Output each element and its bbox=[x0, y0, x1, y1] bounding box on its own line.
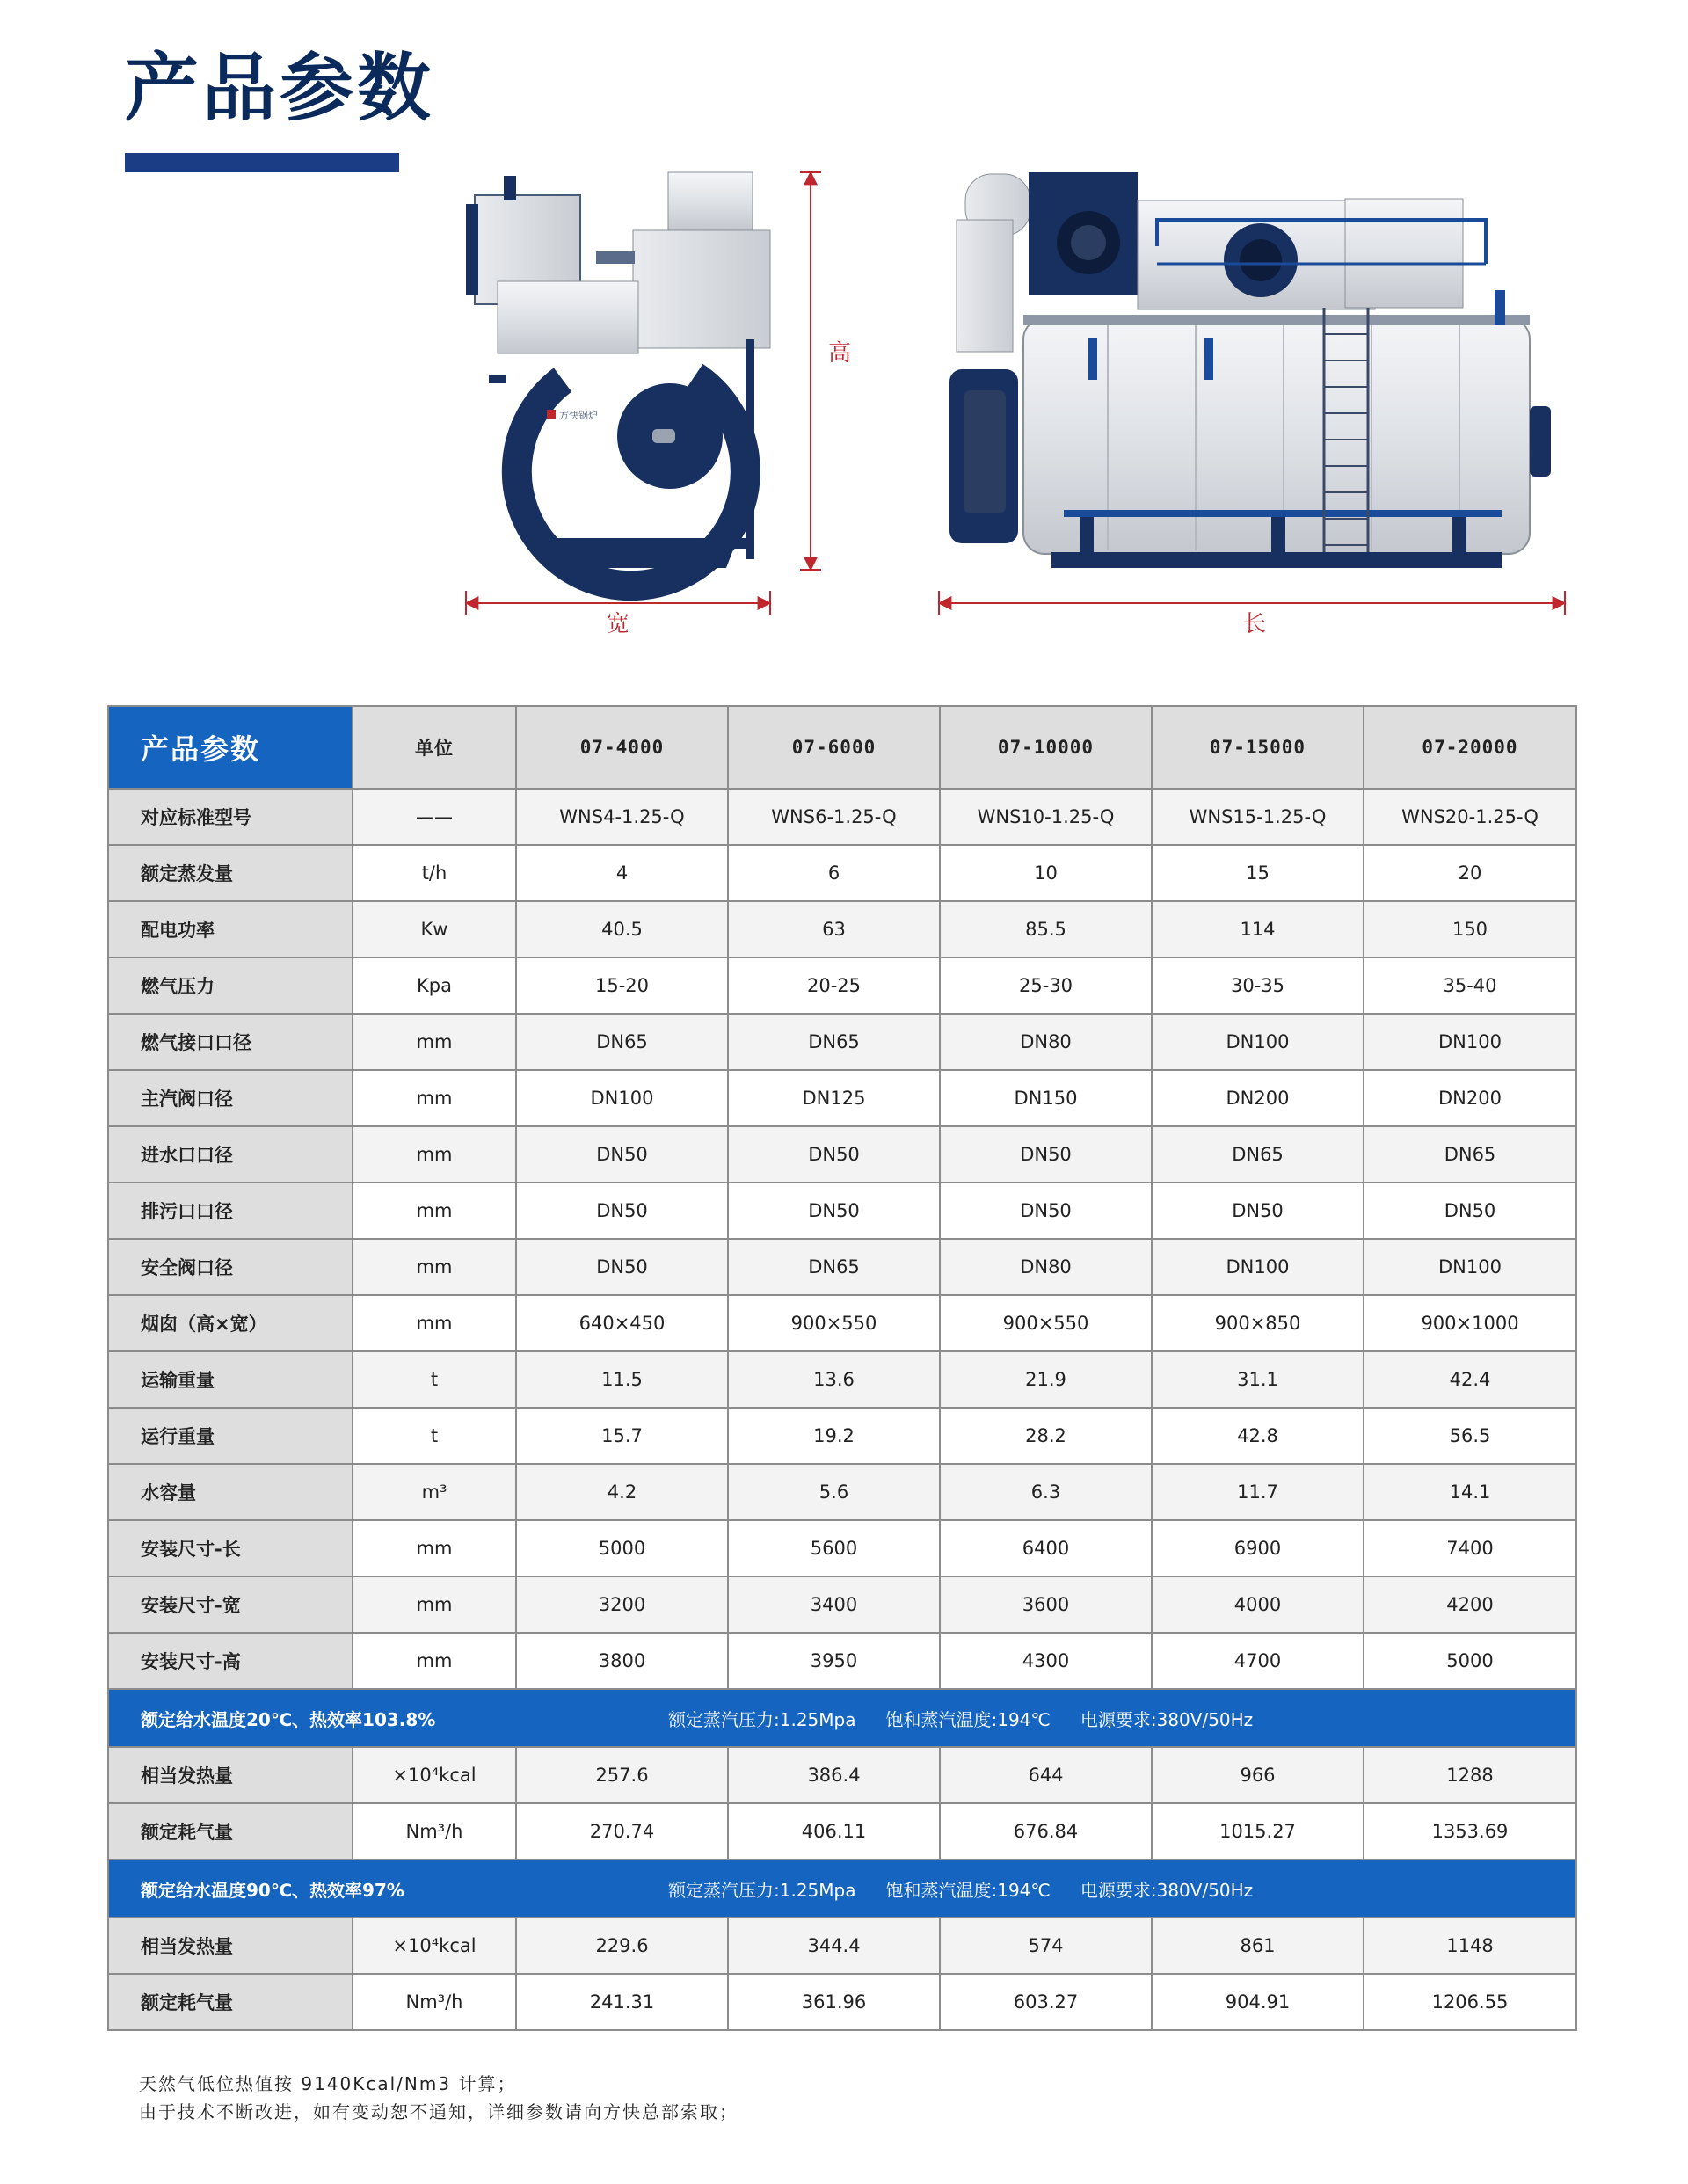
value-cell: DN65 bbox=[516, 1014, 728, 1070]
value-cell: 19.2 bbox=[728, 1408, 940, 1464]
row-label: 对应标准型号 bbox=[108, 789, 353, 845]
row-label: 额定耗气量 bbox=[108, 1974, 353, 2030]
table-row bbox=[108, 845, 1576, 901]
footnote: 由于技术不断改进，如有变动恕不通知，详细参数请向方快总部索取； bbox=[139, 2101, 738, 2122]
column-header: 07-20000 bbox=[1364, 706, 1576, 789]
value-cell: 35-40 bbox=[1364, 957, 1576, 1014]
value-cell: WNS6-1.25-Q bbox=[728, 789, 940, 845]
value-cell: 13.6 bbox=[728, 1351, 940, 1408]
value-cell: 406.11 bbox=[728, 1803, 940, 1860]
value-cell: 966 bbox=[1152, 1747, 1364, 1803]
unit-cell: mm bbox=[353, 1295, 516, 1351]
unit-cell: mm bbox=[353, 1576, 516, 1633]
value-cell: 85.5 bbox=[940, 901, 1152, 957]
value-cell: 31.1 bbox=[1152, 1351, 1364, 1408]
unit-cell: t/h bbox=[353, 845, 516, 901]
value-cell: 676.84 bbox=[940, 1803, 1152, 1860]
row-label: 排污口口径 bbox=[108, 1183, 353, 1239]
unit-cell: mm bbox=[353, 1014, 516, 1070]
value-cell: 4300 bbox=[940, 1633, 1152, 1689]
value-cell: 5000 bbox=[516, 1520, 728, 1576]
value-cell: 4.2 bbox=[516, 1464, 728, 1520]
value-cell: 30-35 bbox=[1152, 957, 1364, 1014]
unit-cell: Nm³/h bbox=[353, 1974, 516, 2030]
column-header: 07-15000 bbox=[1152, 706, 1364, 789]
value-cell: 14.1 bbox=[1364, 1464, 1576, 1520]
value-cell: 1206.55 bbox=[1364, 1974, 1576, 2030]
section-banner-cell bbox=[108, 1689, 1576, 1747]
value-cell: DN200 bbox=[1152, 1070, 1364, 1126]
table-row bbox=[108, 1747, 1576, 1803]
boiler-front-view bbox=[466, 172, 770, 586]
value-cell: WNS10-1.25-Q bbox=[940, 789, 1152, 845]
section-saturation: 饱和蒸汽温度:194℃ bbox=[885, 1879, 1051, 1901]
value-cell: DN100 bbox=[1364, 1239, 1576, 1295]
value-cell: 644 bbox=[940, 1747, 1152, 1803]
table-row bbox=[108, 1576, 1576, 1633]
length-label: 长 bbox=[1243, 611, 1267, 637]
section-saturation: 饱和蒸汽温度:194℃ bbox=[885, 1708, 1051, 1730]
value-cell: 15 bbox=[1152, 845, 1364, 901]
table-row bbox=[108, 1918, 1576, 1974]
table-body bbox=[108, 789, 1576, 2030]
value-cell: DN50 bbox=[516, 1183, 728, 1239]
unit-cell: Nm³/h bbox=[353, 1803, 516, 1860]
value-cell: 904.91 bbox=[1152, 1974, 1364, 2030]
value-cell: 386.4 bbox=[728, 1747, 940, 1803]
value-cell: DN80 bbox=[940, 1239, 1152, 1295]
value-cell: 20 bbox=[1364, 845, 1576, 901]
value-cell: DN100 bbox=[1364, 1014, 1576, 1070]
value-cell: 574 bbox=[940, 1918, 1152, 1974]
value-cell: 3800 bbox=[516, 1633, 728, 1689]
value-cell: 6900 bbox=[1152, 1520, 1364, 1576]
unit-cell: ×10⁴kcal bbox=[353, 1918, 516, 1974]
boiler-side-view bbox=[950, 172, 1551, 568]
unit-cell: t bbox=[353, 1351, 516, 1408]
value-cell: 6.3 bbox=[940, 1464, 1152, 1520]
length-dimension bbox=[939, 591, 1565, 637]
section-pressure: 额定蒸汽压力:1.25Mpa bbox=[668, 1879, 856, 1901]
value-cell: 42.8 bbox=[1152, 1408, 1364, 1464]
row-label: 进水口口径 bbox=[108, 1126, 353, 1183]
value-cell: DN200 bbox=[1364, 1070, 1576, 1126]
value-cell: 6 bbox=[728, 845, 940, 901]
table-row bbox=[108, 1126, 1576, 1183]
value-cell: 42.4 bbox=[1364, 1351, 1576, 1408]
height-dimension bbox=[800, 172, 851, 570]
row-label: 相当发热量 bbox=[108, 1918, 353, 1974]
unit-cell: —— bbox=[353, 789, 516, 845]
value-cell: 900×850 bbox=[1152, 1295, 1364, 1351]
unit-cell: Kw bbox=[353, 901, 516, 957]
svg-text:方快锅炉: 方快锅炉 bbox=[559, 410, 598, 421]
table-row bbox=[108, 789, 1576, 845]
spec-table bbox=[107, 705, 1577, 2031]
value-cell: 900×1000 bbox=[1364, 1295, 1576, 1351]
table-row bbox=[108, 1803, 1576, 1860]
value-cell: 40.5 bbox=[516, 901, 728, 957]
value-cell: 63 bbox=[728, 901, 940, 957]
section-banner bbox=[108, 1689, 1576, 1747]
value-cell: 4200 bbox=[1364, 1576, 1576, 1633]
value-cell: DN65 bbox=[1152, 1126, 1364, 1183]
unit-cell: mm bbox=[353, 1520, 516, 1576]
value-cell: DN50 bbox=[940, 1126, 1152, 1183]
unit-cell: ×10⁴kcal bbox=[353, 1747, 516, 1803]
unit-cell: mm bbox=[353, 1239, 516, 1295]
unit-cell: t bbox=[353, 1408, 516, 1464]
value-cell: 4000 bbox=[1152, 1576, 1364, 1633]
value-cell: 361.96 bbox=[728, 1974, 940, 2030]
table-corner-label: 产品参数 bbox=[108, 706, 353, 789]
unit-cell: mm bbox=[353, 1633, 516, 1689]
row-label: 主汽阀口径 bbox=[108, 1070, 353, 1126]
row-label: 安全阀口径 bbox=[108, 1239, 353, 1295]
table-row bbox=[108, 1633, 1576, 1689]
value-cell: 1148 bbox=[1364, 1918, 1576, 1974]
value-cell: 21.9 bbox=[940, 1351, 1152, 1408]
value-cell: 5000 bbox=[1364, 1633, 1576, 1689]
value-cell: 28.2 bbox=[940, 1408, 1152, 1464]
column-header: 07-6000 bbox=[728, 706, 940, 789]
value-cell: DN50 bbox=[940, 1183, 1152, 1239]
brand-mark bbox=[547, 409, 598, 421]
row-label: 烟囱（高×宽） bbox=[108, 1295, 353, 1351]
value-cell: DN80 bbox=[940, 1014, 1152, 1070]
row-label: 水容量 bbox=[108, 1464, 353, 1520]
value-cell: 900×550 bbox=[728, 1295, 940, 1351]
value-cell: 3400 bbox=[728, 1576, 940, 1633]
value-cell: 241.31 bbox=[516, 1974, 728, 2030]
value-cell: DN100 bbox=[1152, 1239, 1364, 1295]
width-label: 宽 bbox=[607, 611, 630, 637]
table-row bbox=[108, 901, 1576, 957]
value-cell: DN50 bbox=[516, 1126, 728, 1183]
value-cell: DN65 bbox=[728, 1239, 940, 1295]
section-power: 电源要求:380V/50Hz bbox=[1080, 1708, 1254, 1730]
value-cell: 4 bbox=[516, 845, 728, 901]
table-row bbox=[108, 1974, 1576, 2030]
value-cell: DN50 bbox=[1152, 1183, 1364, 1239]
value-cell: 861 bbox=[1152, 1918, 1364, 1974]
value-cell: 6400 bbox=[940, 1520, 1152, 1576]
row-label: 安装尺寸-高 bbox=[108, 1633, 353, 1689]
value-cell: 1288 bbox=[1364, 1747, 1576, 1803]
value-cell: 257.6 bbox=[516, 1747, 728, 1803]
row-label: 运行重量 bbox=[108, 1408, 353, 1464]
value-cell: WNS15-1.25-Q bbox=[1152, 789, 1364, 845]
value-cell: 4700 bbox=[1152, 1633, 1364, 1689]
height-label: 高 bbox=[828, 340, 852, 367]
footnotes bbox=[139, 2070, 738, 2126]
value-cell: DN50 bbox=[1364, 1183, 1576, 1239]
section-condition: 额定给水温度20℃、热效率103.8% bbox=[141, 1708, 436, 1730]
value-cell: 5.6 bbox=[728, 1464, 940, 1520]
unit-cell: m³ bbox=[353, 1464, 516, 1520]
page-title: 产品参数 bbox=[125, 45, 435, 131]
value-cell: DN50 bbox=[516, 1239, 728, 1295]
table-row bbox=[108, 1408, 1576, 1464]
boiler-drawings bbox=[0, 0, 1688, 668]
row-label: 配电功率 bbox=[108, 901, 353, 957]
value-cell: 56.5 bbox=[1364, 1408, 1576, 1464]
value-cell: 3950 bbox=[728, 1633, 940, 1689]
value-cell: 900×550 bbox=[940, 1295, 1152, 1351]
value-cell: 270.74 bbox=[516, 1803, 728, 1860]
unit-cell: mm bbox=[353, 1126, 516, 1183]
value-cell: 5600 bbox=[728, 1520, 940, 1576]
table-row bbox=[108, 1070, 1576, 1126]
table-row bbox=[108, 1351, 1576, 1408]
value-cell: 3200 bbox=[516, 1576, 728, 1633]
value-cell: 20-25 bbox=[728, 957, 940, 1014]
value-cell: 15.7 bbox=[516, 1408, 728, 1464]
section-condition: 额定给水温度90℃、热效率97% bbox=[141, 1879, 404, 1901]
column-header: 单位 bbox=[353, 706, 516, 789]
row-label: 相当发热量 bbox=[108, 1747, 353, 1803]
value-cell: 3600 bbox=[940, 1576, 1152, 1633]
value-cell: DN65 bbox=[1364, 1126, 1576, 1183]
value-cell: DN100 bbox=[1152, 1014, 1364, 1070]
column-header: 07-10000 bbox=[940, 706, 1152, 789]
value-cell: DN100 bbox=[516, 1070, 728, 1126]
table-row bbox=[108, 1520, 1576, 1576]
value-cell: 150 bbox=[1364, 901, 1576, 957]
value-cell: 11.7 bbox=[1152, 1464, 1364, 1520]
value-cell: DN150 bbox=[940, 1070, 1152, 1126]
value-cell: 1353.69 bbox=[1364, 1803, 1576, 1860]
row-label: 运输重量 bbox=[108, 1351, 353, 1408]
unit-cell: Kpa bbox=[353, 957, 516, 1014]
row-label: 额定蒸发量 bbox=[108, 845, 353, 901]
table-row bbox=[108, 1183, 1576, 1239]
row-label: 燃气接口口径 bbox=[108, 1014, 353, 1070]
value-cell: WNS4-1.25-Q bbox=[516, 789, 728, 845]
row-label: 安装尺寸-宽 bbox=[108, 1576, 353, 1633]
section-banner bbox=[108, 1860, 1576, 1918]
value-cell: 603.27 bbox=[940, 1974, 1152, 2030]
table-row bbox=[108, 1239, 1576, 1295]
value-cell: WNS20-1.25-Q bbox=[1364, 789, 1576, 845]
value-cell: 344.4 bbox=[728, 1918, 940, 1974]
table-header-row bbox=[108, 706, 1576, 789]
section-power: 电源要求:380V/50Hz bbox=[1080, 1879, 1254, 1901]
row-label: 燃气压力 bbox=[108, 957, 353, 1014]
unit-cell: mm bbox=[353, 1183, 516, 1239]
value-cell: 7400 bbox=[1364, 1520, 1576, 1576]
table-row bbox=[108, 1295, 1576, 1351]
row-label: 额定耗气量 bbox=[108, 1803, 353, 1860]
value-cell: DN65 bbox=[728, 1014, 940, 1070]
value-cell: 1015.27 bbox=[1152, 1803, 1364, 1860]
value-cell: 10 bbox=[940, 845, 1152, 901]
column-header: 07-4000 bbox=[516, 706, 728, 789]
row-label: 安装尺寸-长 bbox=[108, 1520, 353, 1576]
value-cell: DN50 bbox=[728, 1183, 940, 1239]
value-cell: 11.5 bbox=[516, 1351, 728, 1408]
value-cell: 640×450 bbox=[516, 1295, 728, 1351]
value-cell: 114 bbox=[1152, 901, 1364, 957]
value-cell: DN125 bbox=[728, 1070, 940, 1126]
section-banner-cell bbox=[108, 1860, 1576, 1918]
value-cell: 25-30 bbox=[940, 957, 1152, 1014]
value-cell: 15-20 bbox=[516, 957, 728, 1014]
section-pressure: 额定蒸汽压力:1.25Mpa bbox=[668, 1708, 856, 1730]
value-cell: DN50 bbox=[728, 1126, 940, 1183]
table-row bbox=[108, 957, 1576, 1014]
value-cell: 229.6 bbox=[516, 1918, 728, 1974]
footnote: 天然气低位热值按 9140Kcal/Nm3 计算； bbox=[139, 2073, 517, 2094]
table-row bbox=[108, 1014, 1576, 1070]
unit-cell: mm bbox=[353, 1070, 516, 1126]
table-row bbox=[108, 1464, 1576, 1520]
